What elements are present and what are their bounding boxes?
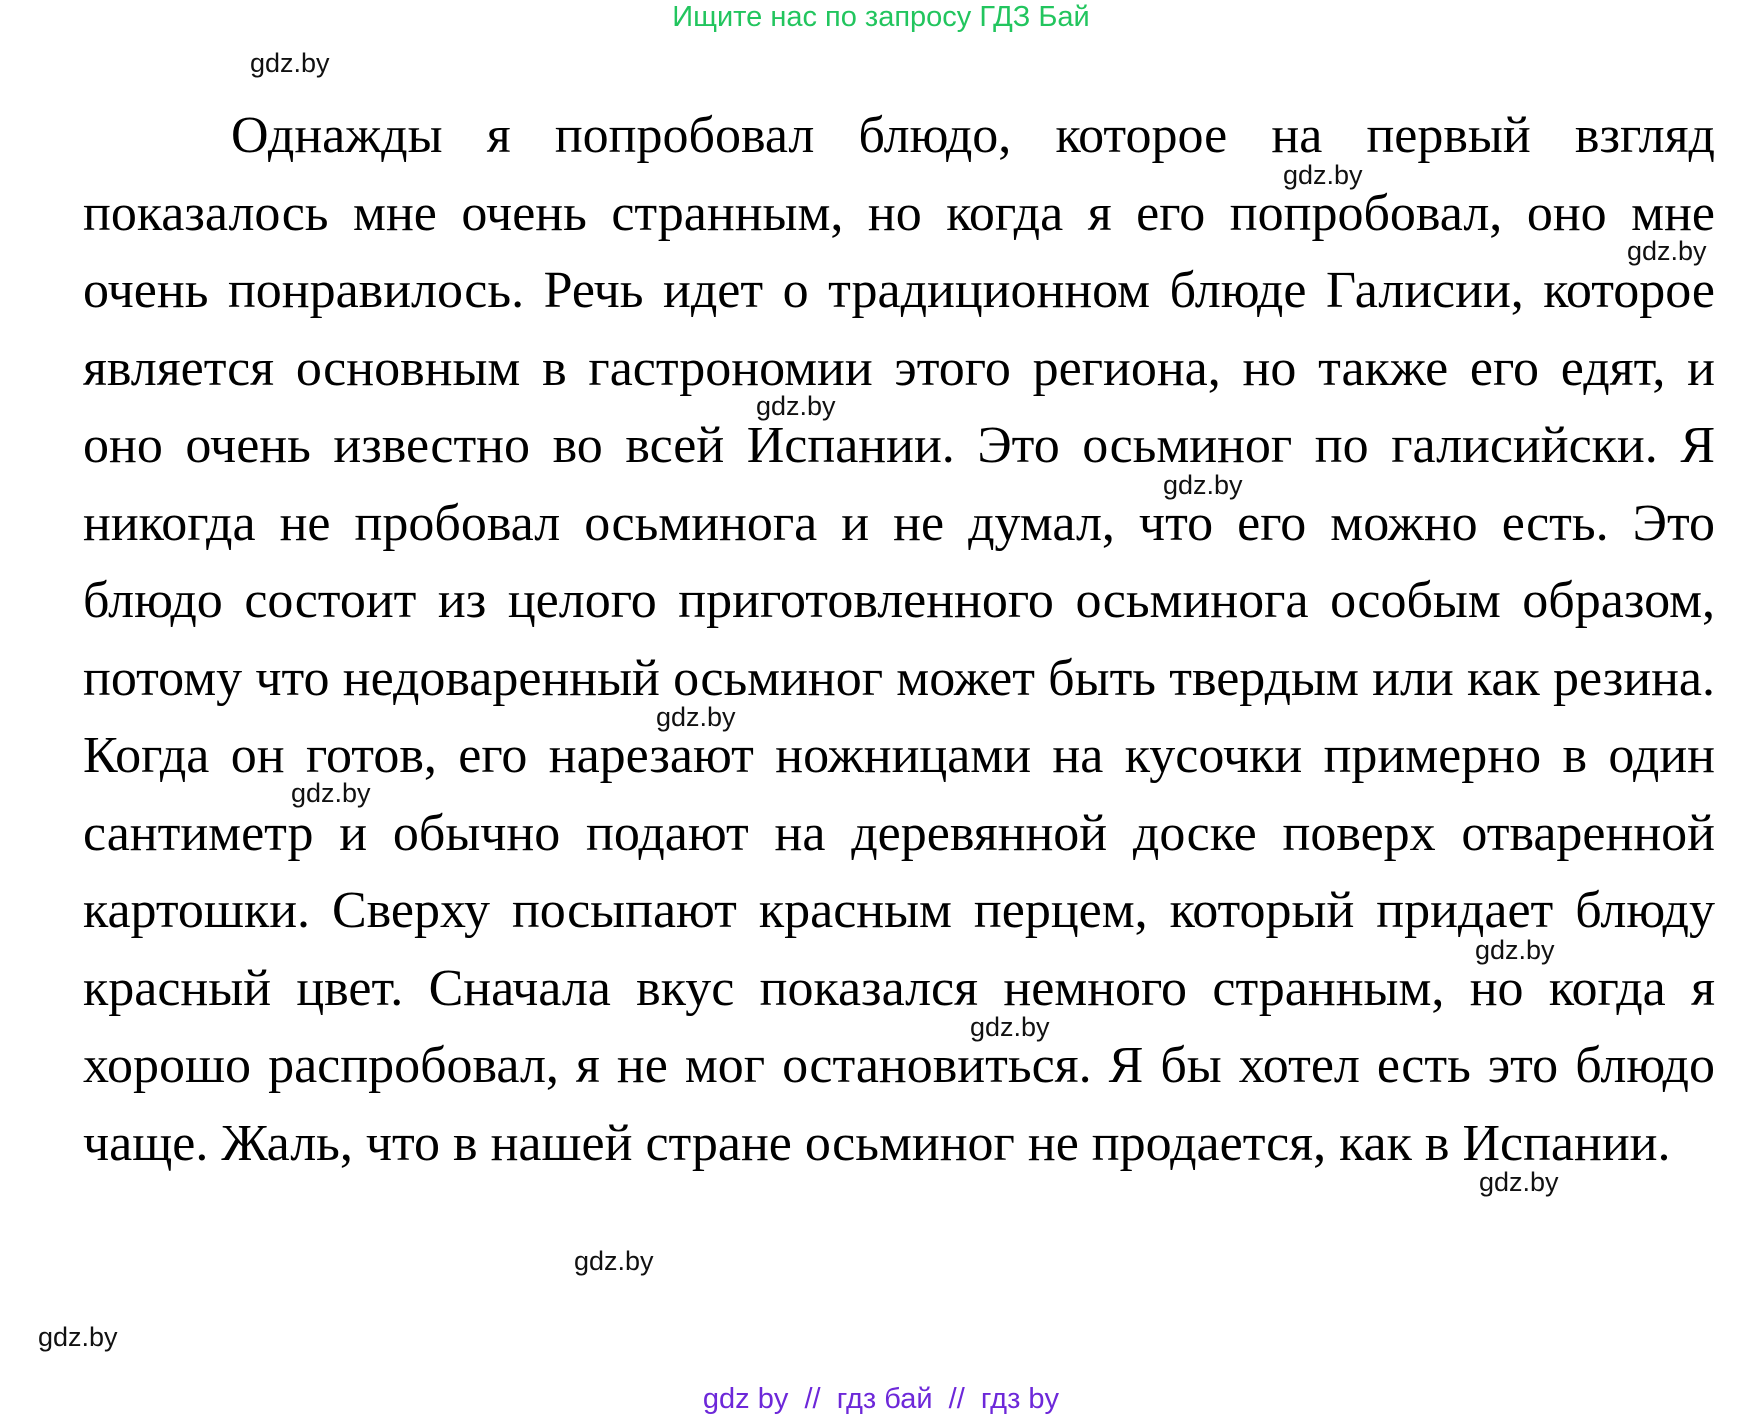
watermark: gdz.by — [1479, 1167, 1559, 1197]
essay-paragraph: Однажды я попробовал блюдо, которое на первый взгляд показалось мне очень странным, но когда я его попробовал, оно мне очень понравилось. Речь идет о традиционном блюде Галисии, которое является основным в гастрономии этого региона, но также его едят, и оно очень известно во всей Испании. Это осьминог по галисийски. Я никогда не пробовал осьминога и не думал, что его можно есть. Это блюдо состоит из целого приготовленного осьминога особым образом, потому что недоваренный осьминог может быть твердым или как резина. Когда он готов, его нарезают ножницами на кусочки примерно в один сантиметр и обычно подают на деревянной доске поверх отваренной картошки. Сверху посыпают красным перцем, который придает блюду красный цвет. Сначала вкус показался немного странным, но когда я хорошо распробовал, я не мог остановиться. Я бы хотел есть это блюдо чаще. Жаль, что в нашей стране осьминог не продается, как в Испании. — [83, 107, 1715, 1172]
watermark: gdz.by — [574, 1246, 654, 1276]
watermark: gdz.by — [250, 48, 330, 78]
watermark: gdz.by — [1475, 935, 1555, 965]
watermark: gdz.by — [1163, 470, 1243, 500]
watermark: gdz.by — [756, 391, 836, 421]
header-banner: Ищите нас по запросу ГДЗ Бай — [672, 1, 1090, 33]
watermark: gdz.by — [1627, 236, 1707, 266]
watermark: gdz.by — [38, 1322, 118, 1352]
watermark: gdz.by — [1283, 160, 1363, 190]
footer-links: gdz by // гдз бай // гдз by — [702, 1383, 1060, 1415]
watermark: gdz.by — [291, 778, 371, 808]
watermark: gdz.by — [656, 702, 736, 732]
watermark: gdz.by — [970, 1012, 1050, 1042]
